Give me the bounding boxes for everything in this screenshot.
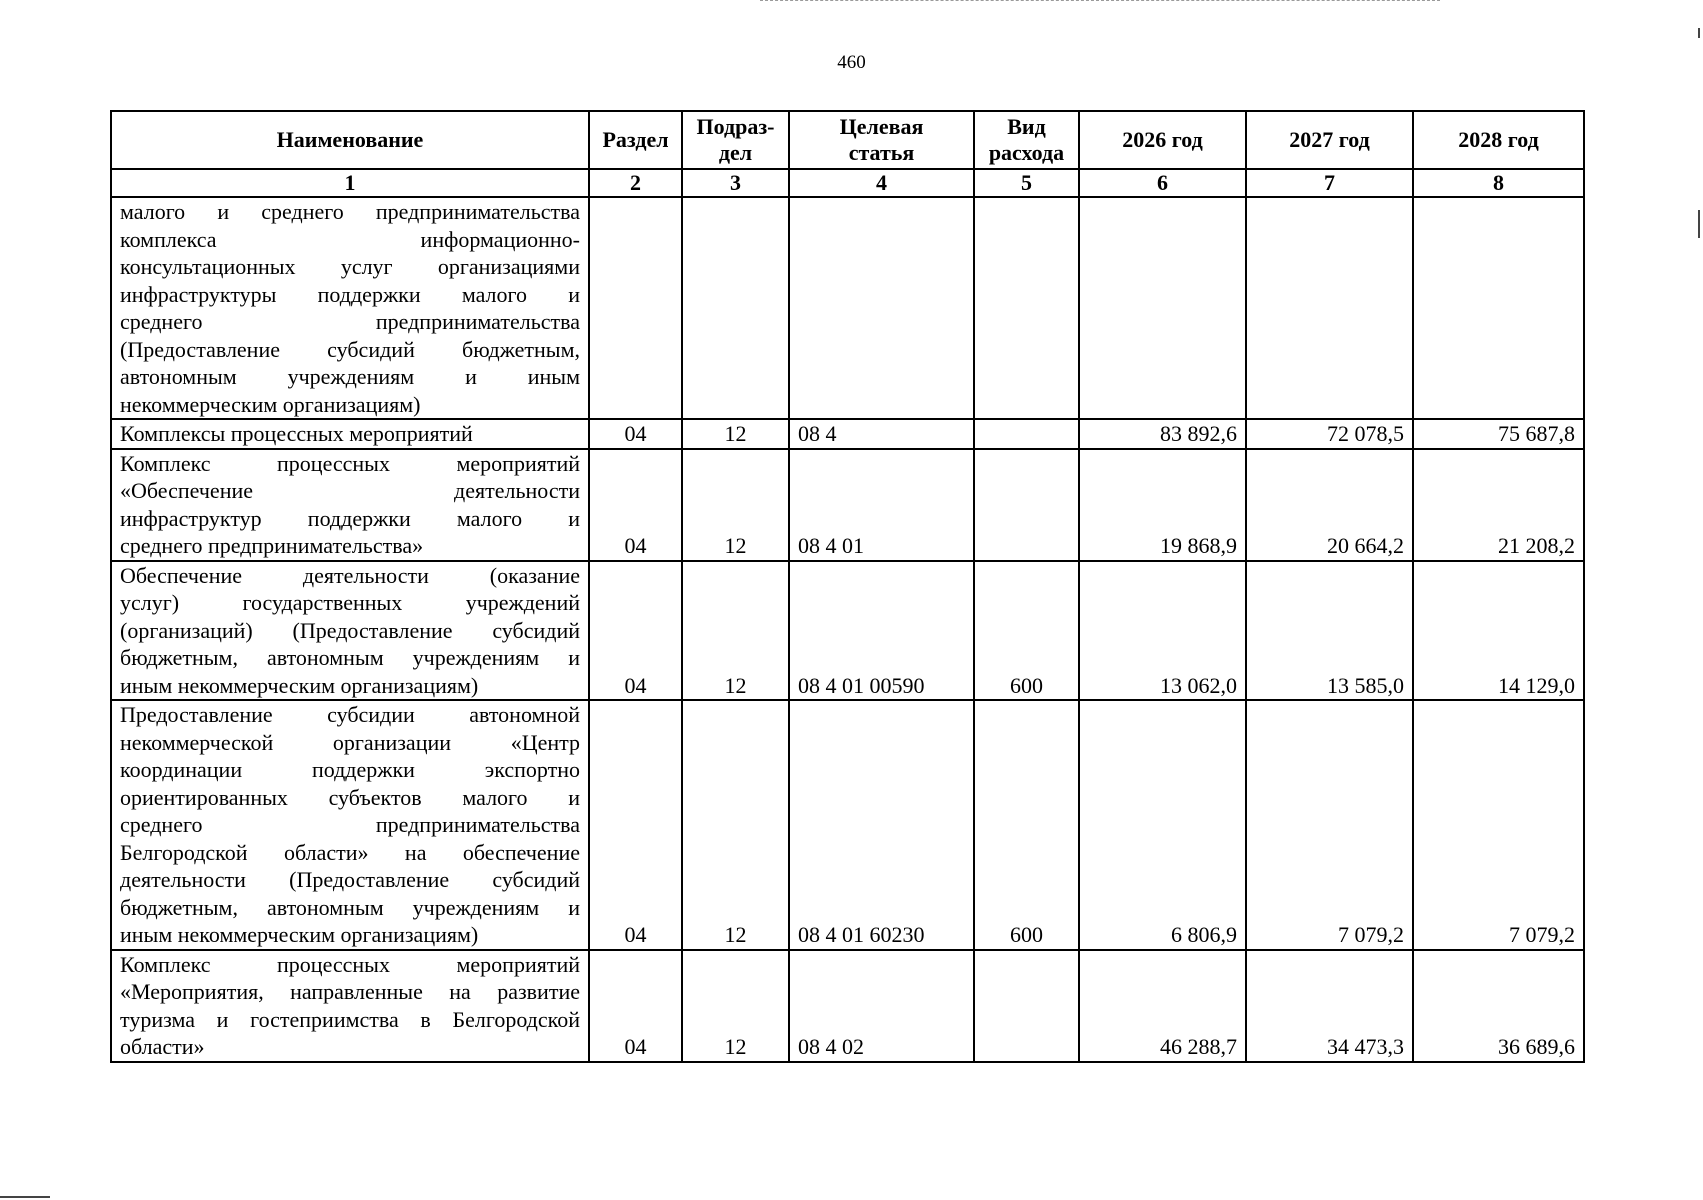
cell-razdel: 04 bbox=[589, 561, 682, 701]
cell-name-line: автономным учреждениям и иным bbox=[120, 364, 580, 389]
table-body bbox=[111, 197, 1584, 1062]
cell-vid bbox=[974, 449, 1079, 561]
table-row bbox=[111, 419, 1584, 449]
cell-name-line: иным некоммерческим организациям) bbox=[120, 672, 479, 698]
table-row bbox=[111, 950, 1584, 1062]
cell-vid bbox=[974, 950, 1079, 1062]
header-2027: 2027 год bbox=[1246, 111, 1413, 169]
cell-name-line: Предоставление субсидии автономной bbox=[120, 702, 580, 727]
column-number-6: 6 bbox=[1079, 169, 1246, 197]
cell-target: 08 4 01 bbox=[789, 449, 974, 561]
table-header-row bbox=[111, 111, 1584, 169]
cell-name-line: среднего предпринимательства» bbox=[120, 533, 424, 558]
cell-2026: 46 288,7 bbox=[1079, 950, 1246, 1062]
cell-name bbox=[111, 561, 589, 701]
scan-edge-mark-right-lower bbox=[1698, 210, 1700, 238]
cell-name-line: инфраструктуры поддержки малого и bbox=[120, 281, 580, 307]
cell-name-line: Обеспечение деятельности (оказание bbox=[120, 562, 580, 588]
cell-name-line: Комплекс процессных мероприятий bbox=[120, 951, 580, 977]
cell-name-line: Комплексы процессных мероприятий bbox=[120, 421, 473, 446]
cell-vid: 600 bbox=[974, 700, 1079, 950]
cell-podrazdel: 12 bbox=[682, 950, 789, 1062]
column-number-1: 1 bbox=[111, 169, 589, 197]
header-target: Целевая статья bbox=[789, 111, 974, 169]
page-number: 460 bbox=[837, 52, 866, 73]
table-column-number-row bbox=[111, 169, 1584, 197]
cell-name-line: среднего предпринимательства bbox=[120, 309, 580, 334]
column-number-7: 7 bbox=[1246, 169, 1413, 197]
cell-podrazdel: 12 bbox=[682, 449, 789, 561]
cell-name-line: бюджетным, автономным учреждениям и bbox=[120, 894, 580, 920]
table-row bbox=[111, 197, 1584, 419]
cell-2026: 83 892,6 bbox=[1079, 419, 1246, 449]
cell-name-line: области» bbox=[120, 1034, 205, 1059]
cell-2028 bbox=[1413, 197, 1584, 419]
cell-2027: 20 664,2 bbox=[1246, 449, 1413, 561]
cell-target: 08 4 01 00590 bbox=[789, 561, 974, 701]
cell-name bbox=[111, 950, 589, 1062]
cell-name-line: бюджетным, автономным учреждениям и bbox=[120, 645, 580, 670]
cell-2026: 13 062,0 bbox=[1079, 561, 1246, 701]
cell-2026 bbox=[1079, 197, 1246, 419]
cell-2028: 7 079,2 bbox=[1413, 700, 1584, 950]
table-row bbox=[111, 561, 1584, 701]
cell-name-line: «Обеспечение деятельности bbox=[120, 478, 580, 503]
cell-name-line: малого и среднего предпринимательства bbox=[120, 199, 580, 224]
cell-podrazdel: 12 bbox=[682, 700, 789, 950]
cell-name bbox=[111, 419, 589, 449]
header-2028: 2028 год bbox=[1413, 111, 1584, 169]
header-razdel: Раздел bbox=[589, 111, 682, 169]
header-podrazdel: Подраз- дел bbox=[682, 111, 789, 169]
cell-name-line: туризма и гостеприимства в Белгородской bbox=[120, 1006, 580, 1032]
cell-2027: 34 473,3 bbox=[1246, 950, 1413, 1062]
cell-name-line: Комплекс процессных мероприятий bbox=[120, 450, 580, 476]
cell-razdel: 04 bbox=[589, 700, 682, 950]
header-name: Наименование bbox=[111, 111, 589, 169]
cell-name-line: некоммерческой организации «Центр bbox=[120, 729, 580, 755]
cell-name-line: Белгородской области» на обеспечение bbox=[120, 839, 580, 865]
scan-edge-mark-right-upper bbox=[1698, 28, 1700, 38]
cell-name-line: деятельности (Предоставление субсидий bbox=[120, 867, 580, 892]
cell-name-line: услуг) государственных учреждений bbox=[120, 590, 580, 615]
cell-2028: 36 689,6 bbox=[1413, 950, 1584, 1062]
cell-name-line: некоммерческим организациям) bbox=[120, 391, 421, 417]
scan-edge-mark-bottom bbox=[0, 1196, 50, 1198]
cell-razdel: 04 bbox=[589, 449, 682, 561]
cell-podrazdel: 12 bbox=[682, 419, 789, 449]
column-number-5: 5 bbox=[974, 169, 1079, 197]
cell-name bbox=[111, 449, 589, 561]
cell-podrazdel bbox=[682, 197, 789, 419]
header-2026: 2026 год bbox=[1079, 111, 1246, 169]
cell-name-line: комплекса информационно- bbox=[120, 226, 580, 252]
header-vid: Вид расхода bbox=[974, 111, 1079, 169]
cell-name-line: иным некоммерческим организациям) bbox=[120, 922, 479, 947]
cell-target: 08 4 bbox=[789, 419, 974, 449]
cell-target: 08 4 02 bbox=[789, 950, 974, 1062]
cell-name-line: ориентированных субъектов малого и bbox=[120, 784, 580, 810]
cell-2027: 7 079,2 bbox=[1246, 700, 1413, 950]
cell-2027 bbox=[1246, 197, 1413, 419]
cell-target: 08 4 01 60230 bbox=[789, 700, 974, 950]
cell-2028: 75 687,8 bbox=[1413, 419, 1584, 449]
cell-2027: 72 078,5 bbox=[1246, 419, 1413, 449]
cell-razdel: 04 bbox=[589, 419, 682, 449]
cell-podrazdel: 12 bbox=[682, 561, 789, 701]
table-row bbox=[111, 700, 1584, 950]
cell-2026: 19 868,9 bbox=[1079, 449, 1246, 561]
cell-2028: 21 208,2 bbox=[1413, 449, 1584, 561]
column-number-2: 2 bbox=[589, 169, 682, 197]
cell-2028: 14 129,0 bbox=[1413, 561, 1584, 701]
cell-name-line: координации поддержки экспортно bbox=[120, 757, 580, 782]
cell-vid bbox=[974, 419, 1079, 449]
cell-vid: 600 bbox=[974, 561, 1079, 701]
cell-name bbox=[111, 700, 589, 950]
cell-name-line: инфраструктур поддержки малого и bbox=[120, 505, 580, 531]
cell-2027: 13 585,0 bbox=[1246, 561, 1413, 701]
table-row bbox=[111, 449, 1584, 561]
cell-name-line: «Мероприятия, направленные на развитие bbox=[120, 979, 580, 1004]
cell-vid bbox=[974, 197, 1079, 419]
cell-razdel bbox=[589, 197, 682, 419]
cell-name-line: среднего предпринимательства bbox=[120, 812, 580, 837]
cell-razdel: 04 bbox=[589, 950, 682, 1062]
cell-name-line: (организаций) (Предоставление субсидий bbox=[120, 617, 580, 643]
cell-name-line: консультационных услуг организациями bbox=[120, 254, 580, 279]
scan-edge-mark-top bbox=[760, 0, 1440, 3]
column-number-8: 8 bbox=[1413, 169, 1584, 197]
cell-name-line: (Предоставление субсидий бюджетным, bbox=[120, 336, 580, 362]
column-number-3: 3 bbox=[682, 169, 789, 197]
budget-table bbox=[110, 110, 1585, 1063]
cell-name bbox=[111, 197, 589, 419]
column-number-4: 4 bbox=[789, 169, 974, 197]
cell-target bbox=[789, 197, 974, 419]
cell-2026: 6 806,9 bbox=[1079, 700, 1246, 950]
